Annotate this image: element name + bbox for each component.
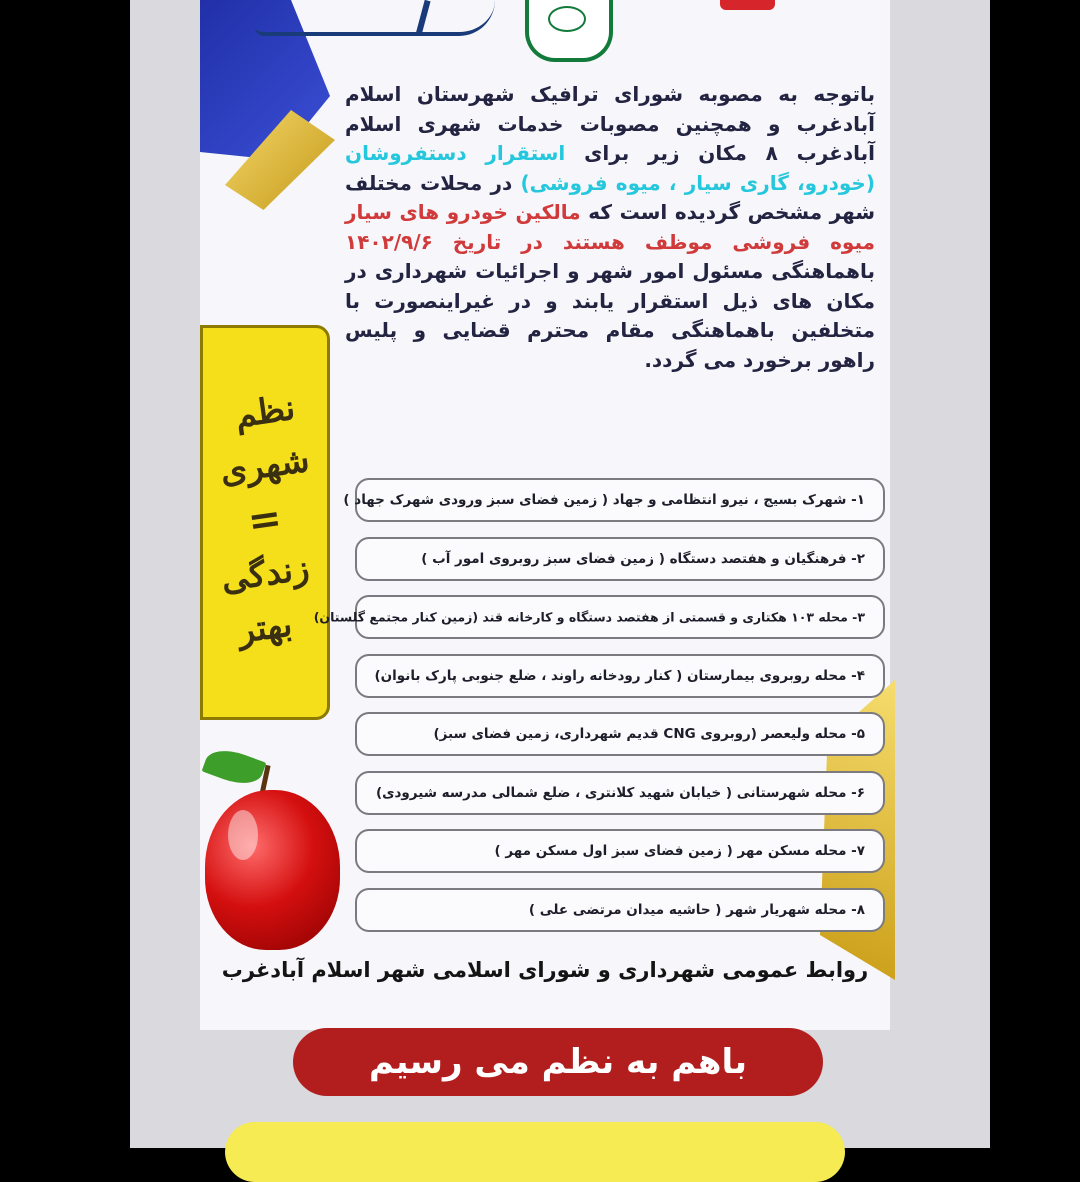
location-label: ۸- محله شهریار شهر ( حاشیه میدان مرتضی علی ) — [528, 901, 865, 918]
slogan-text — [210, 330, 320, 710]
location-label: ۱- شهرک بسیج ، نیرو انتظامی و جهاد ( زمین فضای سبز ورودی شهرک جهاد ) — [343, 492, 865, 508]
list-item — [355, 712, 885, 756]
locations-list — [313, 478, 885, 946]
list-item — [355, 829, 885, 873]
location-label: ۷- محله مسکن مهر ( زمین فضای سبز اول مسکن مهر ) — [494, 843, 865, 859]
paragraph-vendors-highlight: استقرار دستفروشان (خودرو، گاری سیار ، میوه فروشی) — [345, 141, 875, 195]
slogan-line-1: نظم — [232, 388, 298, 436]
location-label: ۶- محله شهرستانی ( خیابان شهید کلانتری ، ضلع شمالی مدرسه شیرودی) — [375, 784, 865, 801]
calligraphy-title-decoration — [255, 0, 495, 36]
logo-emblem-icon — [548, 6, 586, 32]
paragraph-owners-highlight: مالکین خودرو های سیار میوه فروشی موظف هستند در تاریخ ۱۴۰۲/۹/۶ — [345, 200, 875, 254]
slogan-line-4: بهتر — [235, 604, 295, 652]
paragraph-part-5: باهماهنگی مسئول امور شهر و اجرائیات شهرداری در مکان های ذیل استقرار یابند و در غیراینصورت با متخلفین باهماهنگی مقام محترم قضایی و پلیس راهور برخورد می گردد. — [345, 259, 875, 372]
slogan-line-3: زندگی — [218, 548, 312, 600]
footer-credit: روابط عمومی شهرداری و شورای اسلامی شهر اسلام آبادغرب — [221, 958, 869, 982]
slogan-line-2: شهری — [217, 439, 313, 493]
apple-highlight — [228, 810, 258, 860]
red-apple-image — [205, 790, 340, 950]
list-item — [355, 654, 885, 698]
location-label: ۵- محله ولیعصر (روبروی CNG قدیم شهرداری، زمین فضای سبز) — [433, 726, 865, 742]
yellow-banner[interactable] — [225, 1122, 845, 1182]
list-item — [355, 888, 885, 932]
announcement-paragraph — [345, 80, 875, 375]
list-item — [343, 478, 885, 522]
list-item — [313, 595, 885, 639]
slogan-equals: = — [245, 493, 285, 546]
red-corner-decoration — [720, 0, 775, 10]
location-label: ۴- محله روبروی بیمارستان ( کنار رودخانه راوند ، ضلع جنوبی پارک بانوان) — [374, 667, 865, 684]
list-item — [355, 537, 885, 581]
paragraph-part-3: در محلات مختلف شهر مشخص گردیده است که — [345, 170, 875, 224]
slogan-banner-button[interactable] — [293, 1028, 823, 1096]
location-label: ۲- فرهنگیان و هفتصد دستگاه ( زمین فضای سبز روبروی امور آب ) — [421, 550, 865, 567]
location-label: ۳- محله ۱۰۳ هکتاری و قسمتی از هفتصد دستگاه و کارخانه قند (زمین کنار مجتمع گلستان) — [313, 609, 865, 625]
list-item — [355, 771, 885, 815]
paragraph-part-1: باتوجه به مصوبه شورای ترافیک شهرستان اسلام آبادغرب و همچنین مصوبات خدمات شهری اسلام آبادغرب ۸ مکان زیر برای — [345, 82, 876, 165]
banner-label: باهم به نظم می رسیم — [368, 1042, 748, 1082]
